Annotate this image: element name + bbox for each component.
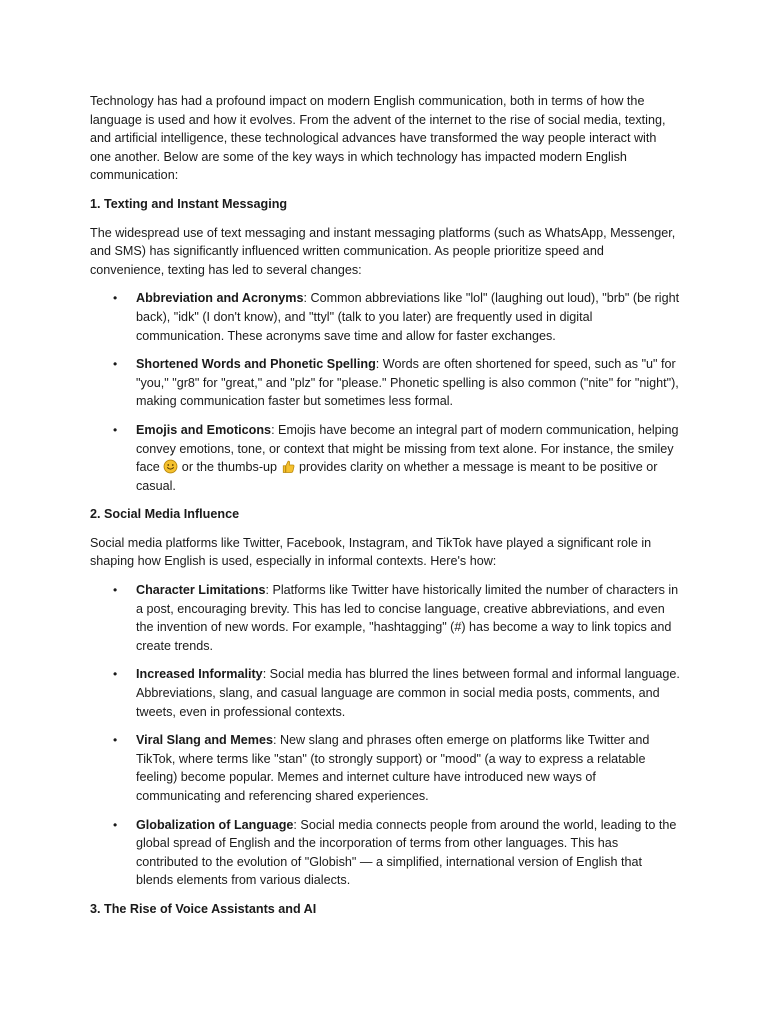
section-paragraph: Social media platforms like Twitter, Facebook, Instagram, and TikTok have played a significant role in shaping how English is used, especially in informal contexts. Here's how: xyxy=(90,535,652,569)
bullet-text: : Social media connects people from around the world, leading to the global spread of English and the incorporation of terms from other languages. This has contributed to the evolution of "Globish" — a simplified, international version of English that blends elements from various dialects. xyxy=(136,817,677,888)
list-item xyxy=(90,581,680,655)
list-item xyxy=(90,355,680,411)
list-item xyxy=(90,731,680,805)
section-heading: 2. Social Media Influence xyxy=(90,507,240,522)
list-item xyxy=(90,289,680,345)
thumbs-up-icon xyxy=(281,459,296,474)
intro-paragraph: Technology has had a profound impact on modern English communication, both in terms of how the language is used and how it evolves. From the advent of the internet to the rise of social media, texting, and artificial intelligence, these technological advances have transformed the way people interact with one another. Below are some of the key ways in which technology has impacted modern English communication: xyxy=(90,94,666,183)
list-item xyxy=(90,816,680,890)
bullet-text: : Words are often shortened for speed, such as "u" for "you," "gr8" for "great," and "plz" for "please." Phonetic spelling is also common ("nite" for "night"), making communication faster but sometimes less formal. xyxy=(136,357,679,409)
bullet-text: : Social media has blurred the lines between formal and informal language. Abbreviations, slang, and casual language are common in social media posts, comments, and tweets, even in professional contexts. xyxy=(136,667,680,719)
bullet-text: provides clarity on whether a message is meant to be positive or casual. xyxy=(136,460,658,493)
bullet-list xyxy=(90,581,680,890)
bullet-term: Shortened Words and Phonetic Spelling xyxy=(136,357,376,372)
bullet-glyph: • xyxy=(113,817,118,832)
bullet-glyph: • xyxy=(113,422,118,437)
bullet-text: : Common abbreviations like "lol" (laughing out loud), "brb" (be right back), "idk" (I don't know), and "ttyl" (talk to you later) are frequently used in digital communication. These acronyms save time and allow for faster exchanges. xyxy=(136,291,680,343)
bullet-text: or the thumbs-up xyxy=(178,460,281,475)
smiley-face-icon xyxy=(163,459,178,474)
bullet-list xyxy=(90,289,680,495)
bullet-text: : Platforms like Twitter have historically limited the number of characters in a post, encouraging brevity. This has led to concise language, creative abbreviations, and even the invention of new words. For example, "hashtagging" (#) has become a way to link topics and create trends. xyxy=(136,583,679,653)
bullet-term: Viral Slang and Memes xyxy=(136,733,273,748)
bullet-term: Character Limitations xyxy=(136,583,266,598)
bullet-glyph: • xyxy=(113,733,118,748)
bullet-glyph: • xyxy=(113,357,118,372)
document-body xyxy=(90,92,680,929)
bullet-term: Increased Informality xyxy=(136,667,263,682)
section-paragraph: The widespread use of text messaging and instant messaging platforms (such as WhatsApp, Messenger, and SMS) has significantly influenced written communication. As people prioritize speed and convenience, texting has led to several changes: xyxy=(90,225,676,277)
bullet-glyph: • xyxy=(113,583,118,598)
bullet-term: Globalization of Language xyxy=(136,817,294,832)
list-item xyxy=(90,421,680,495)
list-item xyxy=(90,665,680,721)
bullet-text: : Emojis have become an integral part of modern communication, helping convey emotions, tone, or context that might be missing from text alone. For instance, the smiley face xyxy=(136,422,679,475)
bullet-term: Emojis and Emoticons xyxy=(136,422,272,437)
bullet-text: : New slang and phrases often emerge on platforms like Twitter and TikTok, where terms like "stan" (to strongly support) or "mood" (a way to express a relatable feeling) become popular. Memes and internet culture have introduced new ways of communicating and referencing shared experiences. xyxy=(136,733,650,803)
section-heading: 1. Texting and Instant Messaging xyxy=(90,196,288,211)
bullet-glyph: • xyxy=(113,667,118,682)
bullet-term: Abbreviation and Acronyms xyxy=(136,291,304,306)
section-heading: 3. The Rise of Voice Assistants and AI xyxy=(90,901,317,916)
bullet-glyph: • xyxy=(113,291,118,306)
